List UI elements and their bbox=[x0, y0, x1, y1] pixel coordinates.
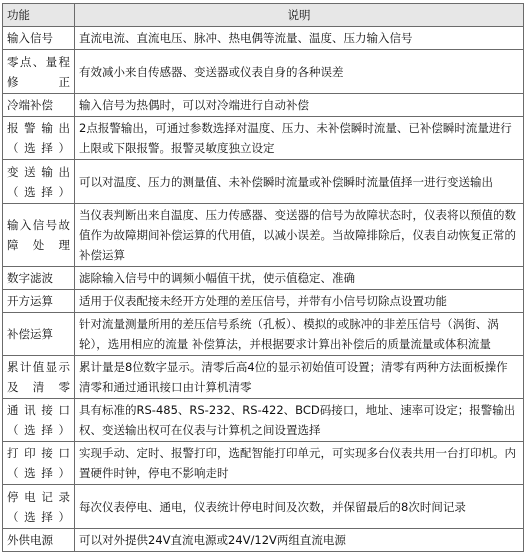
row-function: 累计值显示及清零 bbox=[3, 356, 75, 399]
row-description: 具有标准的RS-485、RS-232、RS-422、BCD码接口，地址、速率可设定；报警输出 权、变送输出权可在仪表与计算机之间设置选择 bbox=[75, 399, 524, 442]
row-function: 通讯接口（选择） bbox=[3, 399, 75, 442]
function-spec-table bbox=[2, 3, 524, 552]
row-function: 输入信号故障处理 bbox=[3, 204, 75, 267]
table-row bbox=[3, 485, 524, 529]
row-description: 直流电流、直流电压、脉冲、热电偶等流量、温度、压力输入信号 bbox=[75, 27, 524, 50]
row-description: 有效减小来自传感器、变送器或仪表自身的各种误差 bbox=[75, 50, 524, 94]
row-function: 冷端补偿 bbox=[3, 94, 75, 117]
table-row bbox=[3, 94, 524, 117]
header-description: 说明 bbox=[75, 4, 524, 27]
row-description: 输入信号为热偶时，可以对冷端进行自动补偿 bbox=[75, 94, 524, 117]
header-function: 功能 bbox=[3, 4, 75, 27]
table-row bbox=[3, 27, 524, 50]
table-row bbox=[3, 204, 524, 267]
table-row bbox=[3, 50, 524, 94]
row-description: 2点报警输出，可通过参数选择对温度、压力、未补偿瞬时流量、已补偿瞬时流量进行上限或下限报警。报警灵敏度独立设定 bbox=[75, 117, 524, 160]
row-function: 报警输出（选择） bbox=[3, 117, 75, 160]
row-function: 数字滤波 bbox=[3, 267, 75, 290]
row-function: 停电记录（选择） bbox=[3, 485, 75, 529]
row-function: 变送输出（选择） bbox=[3, 160, 75, 204]
row-function: 开方运算 bbox=[3, 290, 75, 313]
table-row bbox=[3, 529, 524, 552]
row-description: 适用于仪表配接未经开方处理的差压信号，并带有小信号切除点设置功能 bbox=[75, 290, 524, 313]
table-row bbox=[3, 313, 524, 356]
table-row bbox=[3, 442, 524, 485]
table-row bbox=[3, 267, 524, 290]
row-function: 打印接口（选择） bbox=[3, 442, 75, 485]
table-row bbox=[3, 160, 524, 204]
row-description: 当仪表判断出来自温度、压力传感器、变送器的信号为故障状态时，仪表将以预值的数值作为故障期间补偿运算的代用值，以减小误差。当故障排除后，仪表自动恢复正常的补偿运算 bbox=[75, 204, 524, 267]
row-description: 实现手动、定时、报警打印，选配智能打印单元，可实现多台仪表共用一台打印机。内置硬件时钟，停电不影响走时 bbox=[75, 442, 524, 485]
table-row bbox=[3, 399, 524, 442]
row-function: 外供电源 bbox=[3, 529, 75, 552]
row-description: 可以对温度、压力的测量值、未补偿瞬时流量或补偿瞬时流量值择一进行变送输出 bbox=[75, 160, 524, 204]
row-function: 补偿运算 bbox=[3, 313, 75, 356]
table-row bbox=[3, 290, 524, 313]
table-row bbox=[3, 356, 524, 399]
table-row bbox=[3, 117, 524, 160]
row-function: 输入信号 bbox=[3, 27, 75, 50]
row-description: 可以对外提供24V直流电源或24V/12V两组直流电源 bbox=[75, 529, 524, 552]
row-function: 零点、量程修正 bbox=[3, 50, 75, 94]
row-description: 滤除输入信号中的调频小幅值干扰，使示值稳定、准确 bbox=[75, 267, 524, 290]
row-description: 每次仪表停电、通电，仪表统计停电时间及次数，并保留最后的8次时间记录 bbox=[75, 485, 524, 529]
table-header-row bbox=[3, 4, 524, 27]
row-description: 针对流量测量所用的差压信号系统（孔板）、模拟的或脉冲的非差压信号（涡街、涡轮），选用相应的流量 补偿算法，并根据要求计算出补偿后的质量流量或体积流量 bbox=[75, 313, 524, 356]
row-description: 累计量是8位数字显示。清零后高4位的显示初始值可设置；清零有两种方法面板操作清零和通过通讯接口由计算机清零 bbox=[75, 356, 524, 399]
